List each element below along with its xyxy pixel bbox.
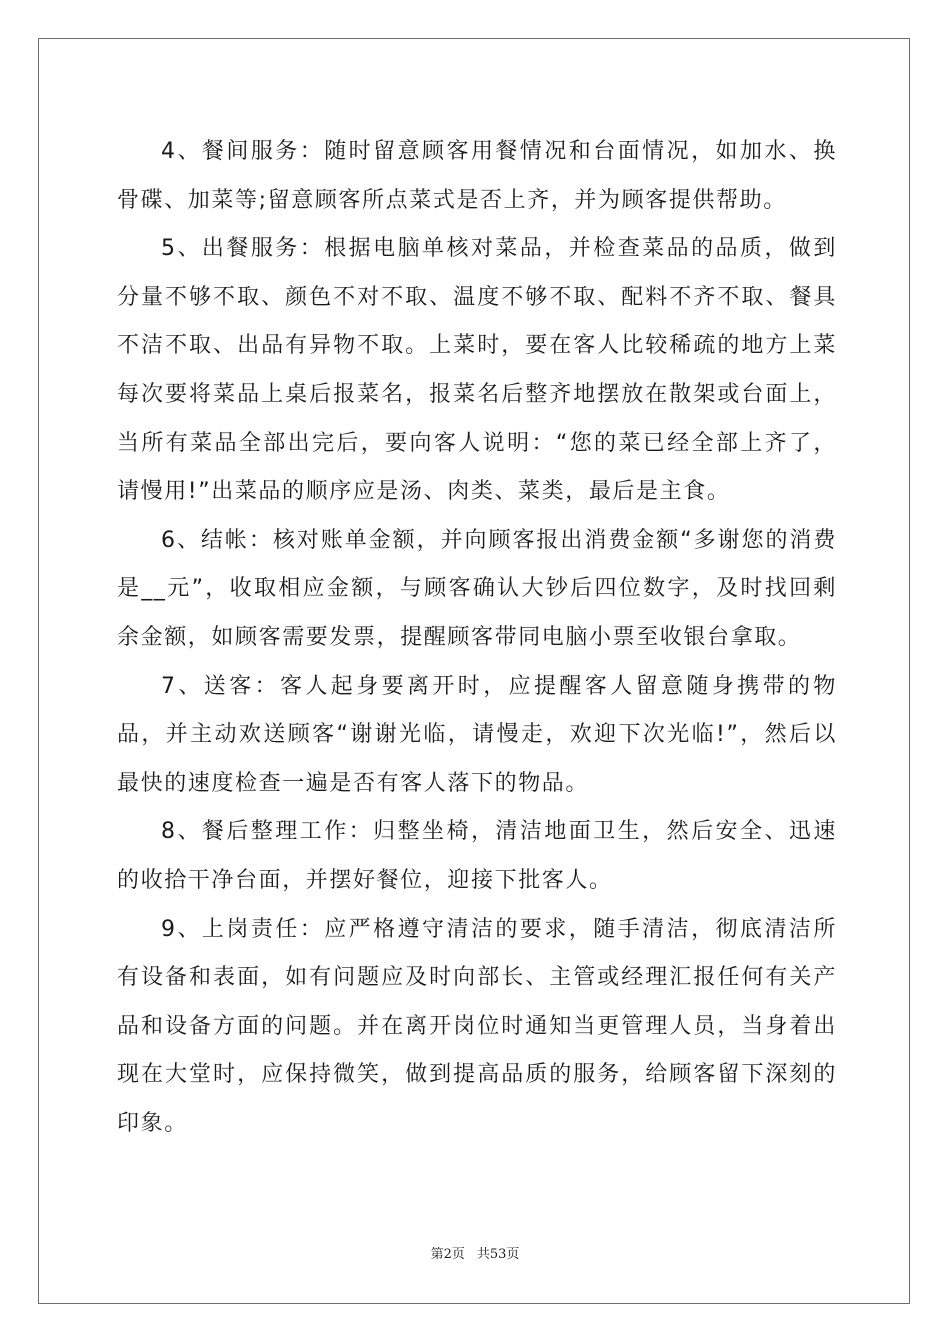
page-total: 共53页: [476, 1247, 520, 1262]
paragraph-duty: 9、上岗责任：应严格遵守清洁的要求，随手清洁，彻底清洁所有设备和表面，如有问题应及时向部长、主管或经理汇报任何有关产品和设备方面的问题。并在离开岗位时通知当更管理人员，当身着出现在大堂时，应保持微笑，做到提高品质的服务，给顾客留下深刻的印象。: [117, 916, 837, 1136]
document-body: [117, 128, 837, 1148]
paragraph-seeing-off: 7、送客：客人起身要离开时，应提醒客人留意随身携带的物品，并主动欢送顾客“谢谢光临，请慢走，欢迎下次光临!”，然后以最快的速度检查一遍是否有客人落下的物品。: [117, 673, 837, 796]
paragraph-checkout: 6、结帐：核对账单金额，并向顾客报出消费金额“多谢您的消费是__元”，收取相应金额，与顾客确认大钞后四位数字，及时找回剩余金额，如顾客需要发票，提醒顾客带同电脑小票至收银台拿取。: [117, 527, 837, 650]
page-number: 第2页: [430, 1247, 465, 1262]
page-footer: [0, 1246, 950, 1264]
paragraph-meal-service: 4、餐间服务：随时留意顾客用餐情况和台面情况，如加水、换骨碟、加菜等;留意顾客所点菜式是否上齐，并为顾客提供帮助。: [117, 139, 837, 213]
paragraph-serving: 5、出餐服务：根据电脑单核对菜品，并检查菜品的品质，做到分量不够不取、颜色不对不取、温度不够不取、配料不齐不取、餐具不洁不取、出品有异物不取。上菜时，要在客人比较稀疏的地方上菜每次要将菜品上桌后报菜名，报菜名后整齐地摆放在散架或台面上，当所有菜品全部出完后，要向客人说明：“您的菜已经全部上齐了，请慢用!”出菜品的顺序应是汤、肉类、菜类，最后是主食。: [117, 236, 837, 505]
paragraph-cleanup: 8、餐后整理工作：归整坐椅，清洁地面卫生，然后安全、迅速的收拾干净台面，并摆好餐位，迎接下批客人。: [117, 819, 837, 893]
